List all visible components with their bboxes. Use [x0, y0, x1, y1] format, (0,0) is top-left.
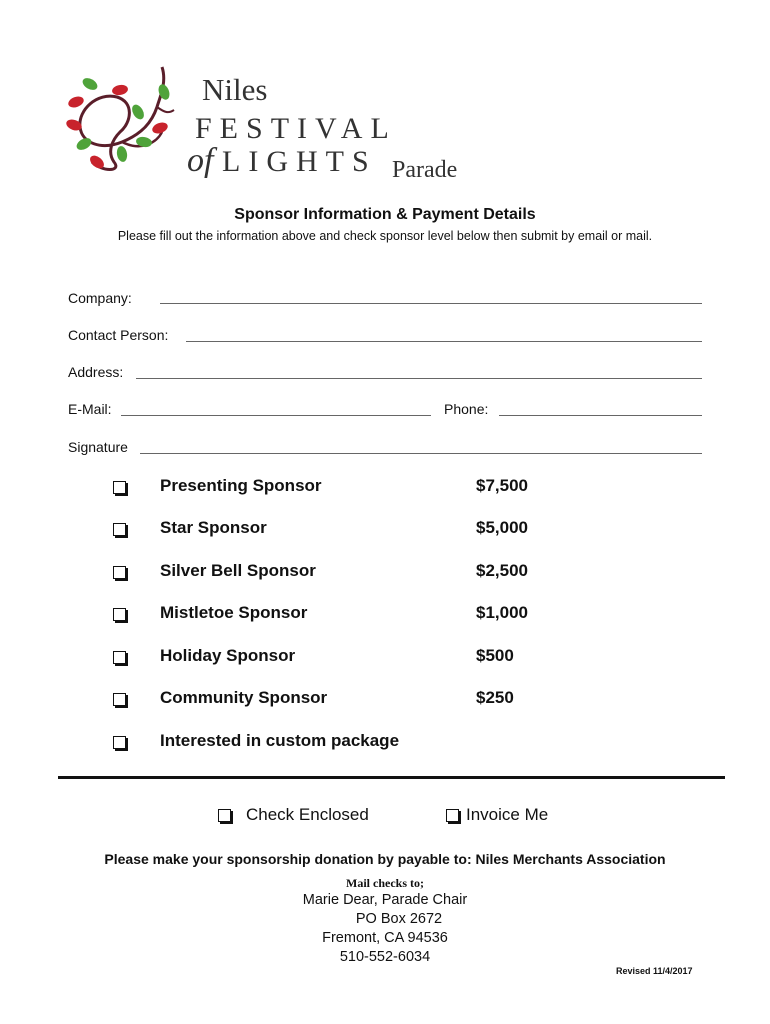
sponsor-label: Mistletoe Sponsor: [160, 603, 308, 622]
logo-of-text: of: [187, 142, 214, 179]
checkbox[interactable]: [113, 523, 126, 536]
contact-person-label: Contact Person:: [68, 327, 169, 343]
sponsor-amount: $5,000: [476, 518, 528, 537]
sponsor-option-silver-bell[interactable]: [0, 560, 770, 590]
signature-label: Signature: [68, 439, 128, 455]
mail-address-phone: 510-552-6034: [339, 949, 431, 965]
checkbox[interactable]: [218, 809, 231, 822]
sponsor-label: Community Sponsor: [160, 688, 328, 707]
sponsor-option-community[interactable]: [0, 687, 770, 717]
section-divider: [58, 776, 725, 779]
mail-checks-label: Mail checks to;: [346, 876, 424, 890]
sponsor-amount: $500: [476, 646, 514, 665]
address-field[interactable]: [136, 378, 702, 379]
page-subtitle: Please fill out the information above and check sponsor level below then submit by email or mail.: [117, 229, 653, 243]
address-label: Address:: [68, 364, 124, 380]
checkbox[interactable]: [113, 651, 126, 664]
sponsor-option-holiday[interactable]: [0, 645, 770, 675]
sponsor-option-mistletoe[interactable]: [0, 602, 770, 632]
company-label: Company:: [68, 290, 132, 306]
sponsor-label: Presenting Sponsor: [160, 476, 322, 495]
checkbox[interactable]: [113, 481, 126, 494]
lights-vine-icon: [62, 62, 192, 192]
checkbox[interactable]: [113, 736, 126, 749]
email-label: E-Mail:: [68, 401, 112, 417]
company-field[interactable]: [160, 303, 702, 304]
phone-label: Phone:: [444, 401, 489, 417]
checkbox[interactable]: [113, 608, 126, 621]
sponsor-option-star[interactable]: [0, 517, 770, 547]
logo-lights-text: LIGHTS: [222, 145, 377, 178]
email-field[interactable]: [121, 415, 431, 416]
invoice-me-option[interactable]: [446, 805, 576, 829]
mail-address-name: Marie Dear, Parade Chair: [302, 892, 468, 908]
check-enclosed-label: Check Enclosed: [246, 805, 369, 824]
check-enclosed-option[interactable]: [218, 805, 388, 829]
logo-festival-text: FESTIVAL: [195, 112, 397, 145]
sponsor-label: Holiday Sponsor: [160, 646, 296, 665]
sponsor-option-custom[interactable]: [0, 730, 770, 760]
invoice-me-label: Invoice Me: [466, 805, 549, 824]
checkbox[interactable]: [113, 566, 126, 579]
contact-person-field[interactable]: [186, 341, 702, 342]
sponsor-amount: $1,000: [476, 603, 528, 622]
phone-field[interactable]: [499, 415, 702, 416]
sponsor-amount: $250: [476, 688, 514, 707]
sponsor-label: Silver Bell Sponsor: [160, 561, 316, 580]
sponsor-label: Star Sponsor: [160, 518, 267, 537]
sponsor-amount: $2,500: [476, 561, 528, 580]
sponsor-label: Interested in custom package: [160, 731, 400, 750]
checkbox[interactable]: [446, 809, 459, 822]
mail-address-pobox: PO Box 2672: [355, 911, 443, 927]
checkbox[interactable]: [113, 693, 126, 706]
payable-note: Please make your sponsorship donation by payable to: Niles Merchants Association: [104, 851, 666, 867]
logo-parade-text: Parade: [392, 157, 458, 183]
mail-address-city: Fremont, CA 94536: [322, 930, 448, 946]
signature-field[interactable]: [140, 453, 702, 454]
logo-niles-text: Niles: [202, 72, 268, 107]
page-title: Sponsor Information & Payment Details: [234, 206, 536, 223]
sponsor-amount: $7,500: [476, 476, 528, 495]
festival-logo: [62, 62, 482, 192]
revised-date: Revised 11/4/2017: [616, 966, 693, 976]
sponsor-option-presenting[interactable]: [0, 475, 770, 505]
